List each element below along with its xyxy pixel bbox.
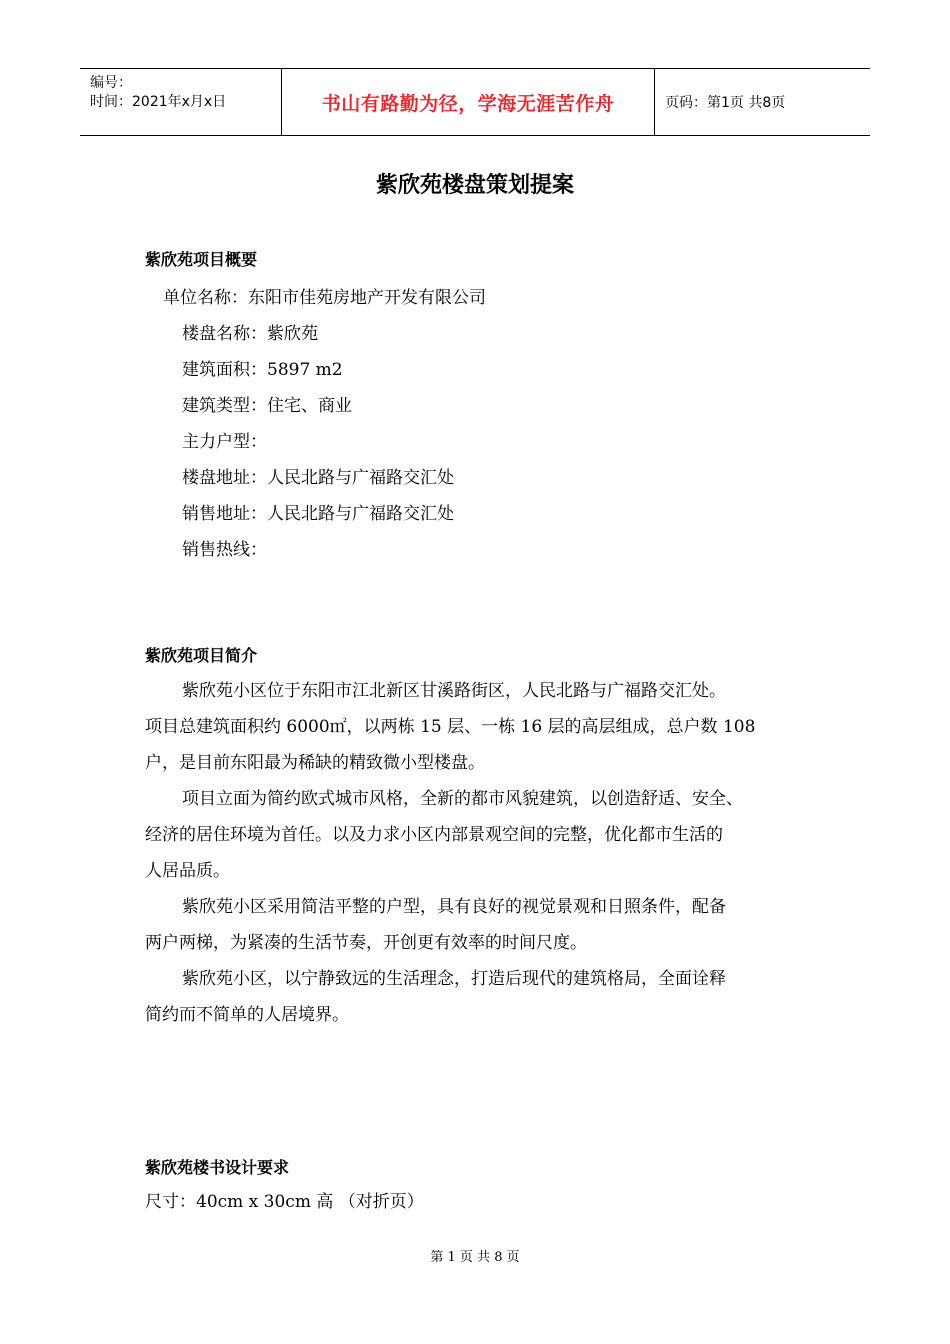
overview-item-area: 建筑面积：5897 m2: [182, 360, 343, 380]
intro-heading: 紫欣苑项目简介: [145, 646, 258, 665]
intro-paragraph-4: [145, 961, 825, 1033]
text-line: 项目立面为简约欧式城市风格，全新的都市风貌建筑，以创造舒适、安全、: [182, 789, 743, 809]
text-line: 人居品质。: [145, 861, 230, 881]
header-number: 编号：: [90, 75, 132, 91]
text-line: 户，是目前东阳最为稀缺的精致微小型楼盘。: [145, 753, 485, 773]
text-line: 紫欣苑小区采用简洁平整的户型，具有良好的视觉景观和日照条件，配备: [182, 897, 726, 917]
header-page-number: 页码：第1页 共8页: [665, 95, 786, 111]
overview-heading: 紫欣苑项目概要: [145, 250, 258, 269]
overview-item-layout: 主力户型：: [182, 432, 267, 452]
overview-item-name: 楼盘名称：紫欣苑: [182, 324, 318, 344]
text-line: 紫欣苑小区位于东阳市江北新区甘溪路街区，人民北路与广福路交汇处。: [182, 681, 726, 701]
intro-paragraph-2: [145, 781, 825, 889]
header-motto: 书山有路勤为径，学海无涯苦作舟: [282, 69, 655, 135]
text-line: 项目总建筑面积约 6000㎡，以两栋 15 层、一栋 16 层的高层组成，总户数 108: [145, 717, 756, 737]
text-line: 两户两梯，为紧凑的生活节奏，开创更有效率的时间尺度。: [145, 933, 587, 953]
document-title: 紫欣苑楼盘策划提案: [375, 173, 574, 198]
header-time: 时间：2021年x月x日: [90, 94, 227, 110]
text-line: 简约而不简单的人居境界。: [145, 1005, 349, 1025]
header-meta-cell: [80, 69, 282, 135]
text-line: 紫欣苑小区，以宁静致远的生活理念，打造后现代的建筑格局，全面诠释: [182, 969, 726, 989]
text-line: 经济的居住环境为首任。以及力求小区内部景观空间的完整，优化都市生活的: [145, 825, 723, 845]
intro-paragraph-1: [145, 673, 825, 781]
overview-item-company: 单位名称：东阳市佳苑房地产开发有限公司: [163, 288, 486, 308]
design-heading: 紫欣苑楼书设计要求: [145, 1158, 290, 1177]
intro-paragraph-3: [145, 889, 825, 961]
document-header: [80, 68, 870, 136]
page-footer: 第 1 页 共 8 页: [430, 1250, 520, 1265]
overview-item-sales-address: 销售地址：人民北路与广福路交汇处: [182, 504, 454, 524]
overview-item-hotline: 销售热线：: [182, 540, 267, 560]
overview-item-address: 楼盘地址：人民北路与广福路交汇处: [182, 468, 454, 488]
overview-item-type: 建筑类型：住宅、商业: [182, 396, 352, 416]
design-size: 尺寸：40cm x 30cm 高 （对折页）: [145, 1192, 424, 1212]
